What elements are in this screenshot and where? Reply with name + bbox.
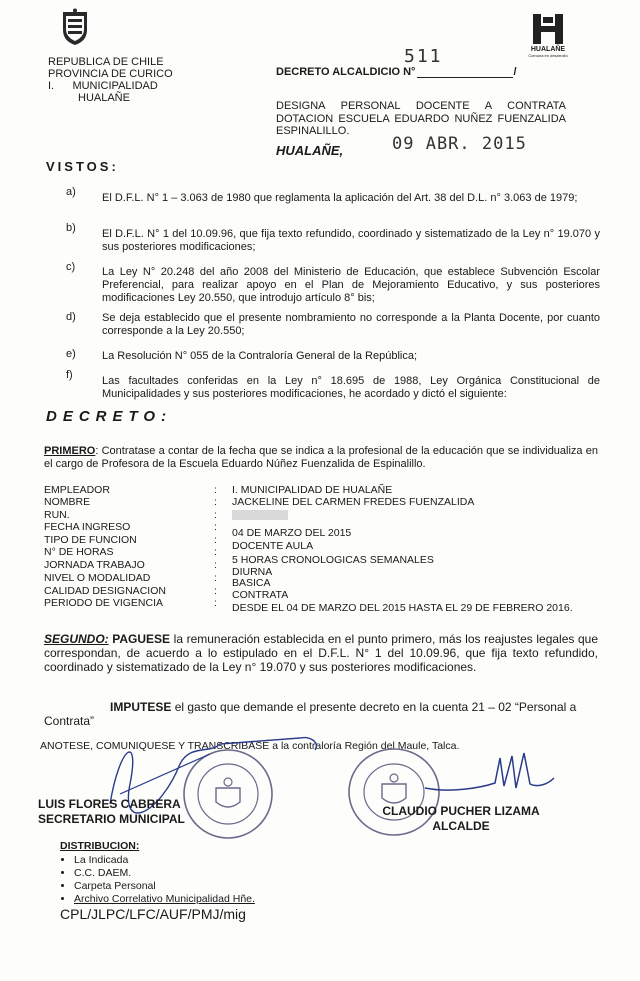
segundo-bold: PAGUESE <box>112 632 171 646</box>
field-label: NOMBRE <box>44 496 91 508</box>
field-label: EMPLEADOR <box>44 484 110 496</box>
field-colon: : <box>214 484 217 496</box>
secretary-title: SECRETARIO MUNICIPAL <box>38 812 185 826</box>
vistos-item-letter: e) <box>66 348 76 360</box>
vistos-item-letter: b) <box>66 222 76 234</box>
decreto-subject: DESIGNA PERSONAL DOCENTE A CONTRATA DOTACION ESCUELA EDUARDO NUÑEZ FUENZALIDA ESPINALILLO. <box>276 100 566 137</box>
anotese-line: ANOTESE, COMUNIQUESE Y TRANSCRIBASE a la contraloría Región del Maule, Talca. <box>40 740 460 752</box>
redacted-run <box>232 510 288 520</box>
field-colon: : <box>214 559 217 571</box>
list-item: • C.C. DAEM. <box>74 867 255 880</box>
mayor-signature <box>420 748 560 808</box>
reference-initials: CPL/JLPC/LFC/AUF/PMJ/mig <box>60 906 246 922</box>
secretary-block <box>38 797 185 827</box>
field-label: N° DE HORAS <box>44 546 114 558</box>
field-value: JACKELINE DEL CARMEN FREDES FUENZALIDA <box>232 496 475 508</box>
secretary-name: LUIS FLORES CABRERA <box>38 797 181 811</box>
field-label: PERIODO DE VIGENCIA <box>44 597 164 609</box>
decreto-heading: DECRETO: <box>46 408 173 425</box>
field-colon: : <box>214 534 217 546</box>
issuer-line: I. MUNICIPALIDAD <box>48 80 158 92</box>
primero-paragraph <box>44 445 598 471</box>
list-item: • La Indicada <box>74 854 255 867</box>
mayor-title: ALCALDE <box>432 819 490 833</box>
imputese-bold: IMPUTESE <box>110 700 172 714</box>
primero-label: PRIMERO <box>44 445 96 457</box>
segundo-paragraph <box>44 632 598 674</box>
vistos-item-letter: d) <box>66 311 76 323</box>
decreto-number-blank <box>417 67 513 78</box>
segundo-label: SEGUNDO: <box>44 632 109 646</box>
decreto-label-text: DECRETO ALCALDICIO N° <box>276 66 416 78</box>
distribucion-list <box>60 854 255 906</box>
field-value: DESDE EL 04 DE MARZO DEL 2015 HASTA EL 29 DE FEBRERO 2016. <box>232 602 573 614</box>
field-label: RUN. <box>44 509 70 521</box>
field-colon: : <box>214 496 217 508</box>
vistos-item-text: Las facultades conferidas en la Ley n° 18.695 de 1988, Ley Orgánica Constitucional de Municipalidades y sus posteriores modificaciones, he acordado y dictó el siguiente: <box>102 375 600 400</box>
field-label: CALIDAD DESIGNACION <box>44 585 166 597</box>
issuer-line: REPUBLICA DE CHILE <box>48 56 164 68</box>
segundo-text: la remuneración establecida en el punto primero, más los reajustes legales que correspondan, de acuerdo a lo estipulado en el D.F.L. N° 1 del 10.09.96, que fija texto refundido, coordinado y sistematizado de la Ley n° 19.070 y sus posteriores modificaciones. <box>44 632 598 674</box>
field-value: DIURNA <box>232 566 273 578</box>
place-label: HUALAÑE, <box>276 143 344 158</box>
vistos-item-letter: a) <box>66 186 76 198</box>
mayor-block <box>376 804 546 834</box>
field-colon: : <box>214 509 217 521</box>
field-value: CONTRATA <box>232 589 289 601</box>
municipal-crest-icon <box>60 8 90 46</box>
field-label: TIPO DE FUNCION <box>44 534 137 546</box>
logo-text: HUALAÑE <box>530 46 566 53</box>
logo-subtext: Comuna en desarrollo <box>528 53 568 58</box>
issuer-line: HUALAÑE <box>78 92 130 104</box>
field-label: NIVEL O MODALIDAD <box>44 572 151 584</box>
decreto-label: DECRETO ALCALDICIO N° / <box>276 66 517 78</box>
field-colon: : <box>214 597 217 609</box>
vistos-heading: VISTOS: <box>46 159 119 174</box>
field-colon: : <box>214 585 217 597</box>
primero-text: : Contratase a contar de la fecha que se indica a la profesional de la educación que se individualiza en el cargo de Profesora de la Escuela Eduardo Núñez Fuenzalida de Espinalillo. <box>44 445 598 470</box>
hualane-logo <box>528 14 568 58</box>
decreto-number-stamp: 511 <box>404 46 443 67</box>
field-value: 04 DE MARZO DEL 2015 <box>232 527 352 539</box>
field-colon: : <box>214 572 217 584</box>
imputese-text: el gasto que demande el presente decreto en la cuenta 21 – 02 “Personal a Contrata” <box>44 700 577 728</box>
list-item: • Carpeta Personal <box>74 880 255 893</box>
date-stamp: 09 ABR. 2015 <box>392 134 527 154</box>
vistos-item-text: La Ley N° 20.248 del año 2008 del Ministerio de Educación, que establece Subvención Escolar Preferencial, para realizar apoyo en el Plan de Mejoramiento Educativo, y sus posteriores modificaciones Ley 20.550, que introdujo artículo 8° bis; <box>102 266 600 304</box>
list-item: • Archivo Correlativo Municipalidad Hñe. <box>74 893 255 906</box>
vistos-item-text: La Resolución N° 055 de la Contraloría General de la República; <box>102 350 418 362</box>
vistos-item-text: El D.F.L. N° 1 del 10.09.96, que fija texto refundido, coordinado y sistematizado de la Ley n° 19.070 y sus posteriores modificaciones; <box>102 228 600 253</box>
field-value: BASICA <box>232 577 271 589</box>
field-colon: : <box>214 521 217 533</box>
field-label: FECHA INGRESO <box>44 521 131 533</box>
field-colon: : <box>214 546 217 558</box>
issuer-block <box>48 56 188 104</box>
vistos-item-letter: f) <box>66 369 73 381</box>
field-value: I. MUNICIPALIDAD DE HUALAÑE <box>232 484 393 496</box>
mayor-name: CLAUDIO PUCHER LIZAMA <box>382 804 540 818</box>
field-value: 5 HORAS CRONOLOGICAS SEMANALES <box>232 554 434 566</box>
vistos-item-text: Se deja establecido que el presente nombramiento no corresponde a la Planta Docente, por cuanto corresponde a la Ley 20.550; <box>102 312 600 337</box>
field-value: DOCENTE AULA <box>232 540 314 552</box>
issuer-line: PROVINCIA DE CURICO <box>48 68 173 80</box>
distribucion-heading: DISTRIBUCION: <box>60 840 140 852</box>
vistos-item-letter: c) <box>66 261 76 273</box>
field-label: JORNADA TRABAJO <box>44 559 145 571</box>
vistos-item-text: El D.F.L. N° 1 – 3.063 de 1980 que reglamenta la aplicación del Art. 38 del D.L. n° 3.063 de 1979; <box>102 192 578 204</box>
hualane-logo-icon <box>531 14 565 44</box>
